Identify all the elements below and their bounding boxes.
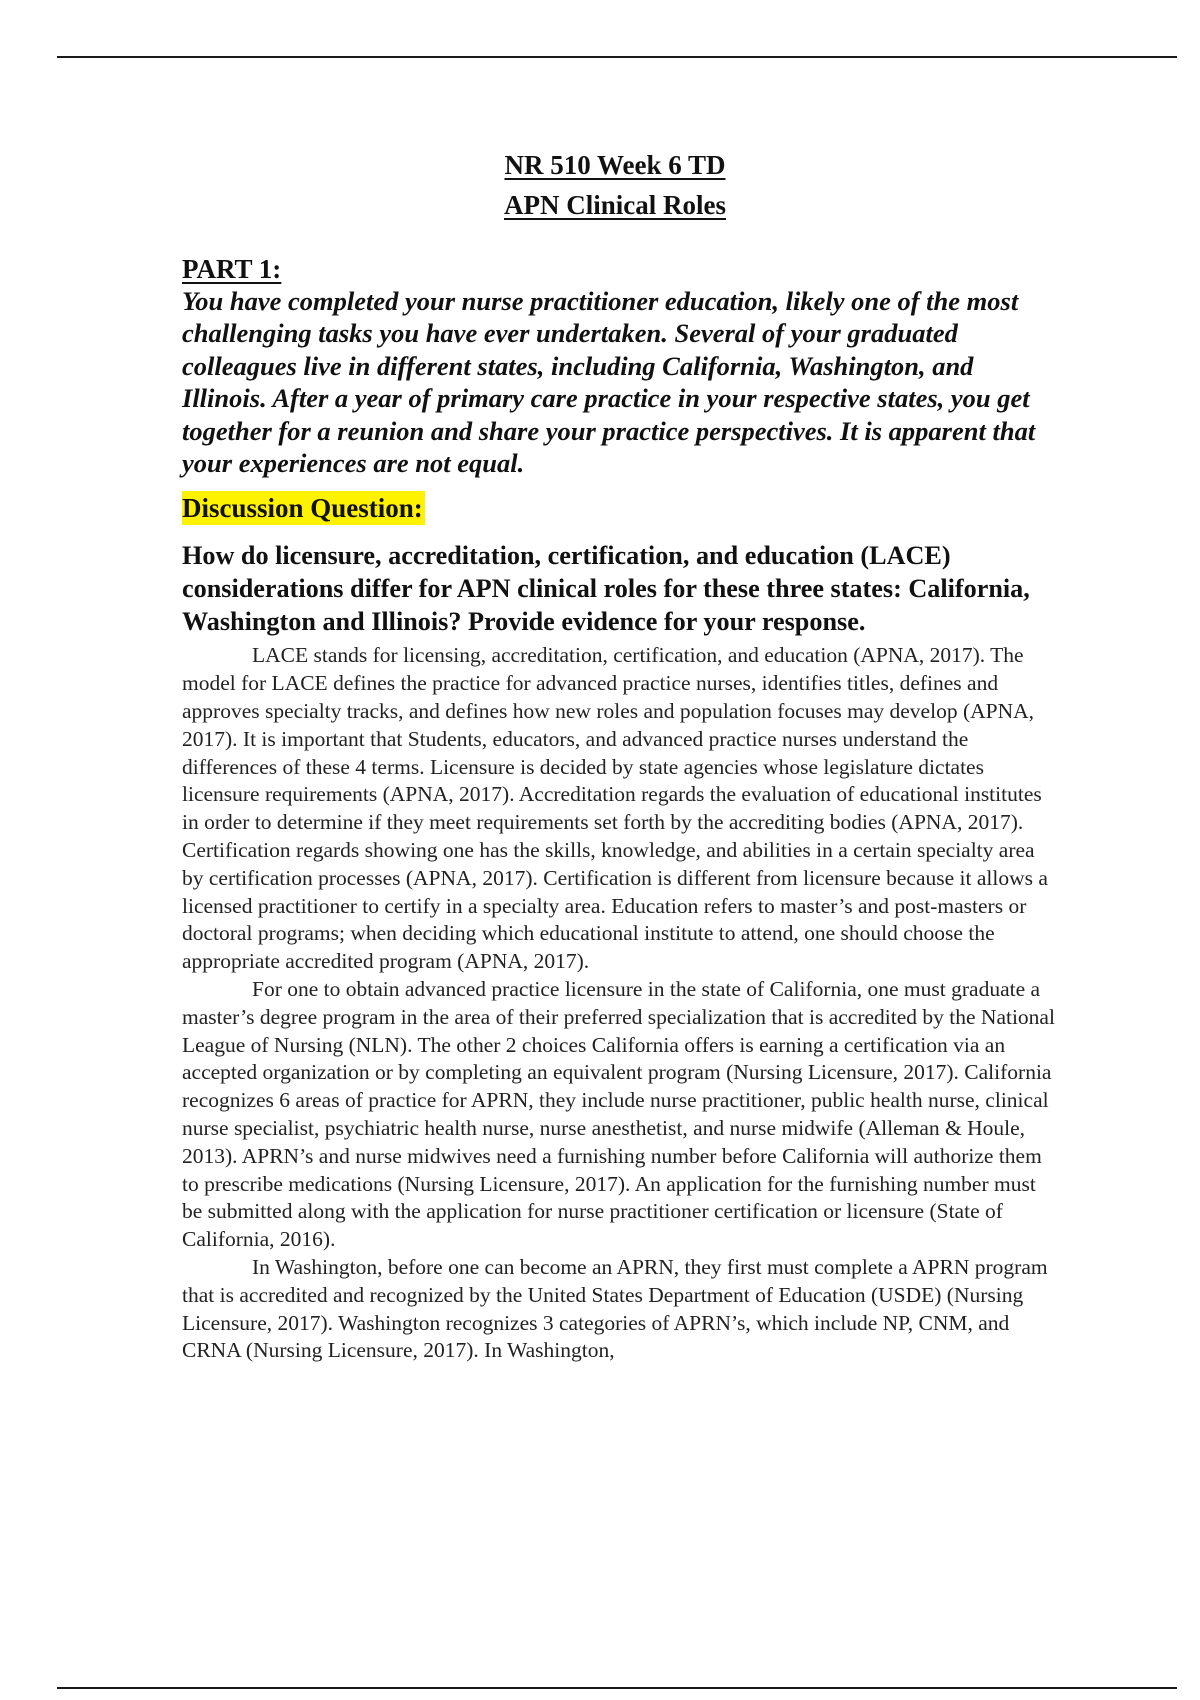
paragraph-california: For one to obtain advanced practice licensure in the state of California, one must graduate a master’s degree program in the area of their preferred specialization that is accredited by the National League of Nursing (NLN). The other 2 choices California offers is earning a certification via an accepted organization or by completing an equivalent program (Nursing Licensure, 2017). California recognizes 6 areas of practice for APRN, they include nurse practitioner, public health nurse, clinical nurse specialist, psychiatric health nurse, nurse anesthetist, and nurse midwife (Alleman & Houle, 2013). APRN’s and nurse midwives need a furnishing number before California will authorize them to prescribe medications (Nursing Licensure, 2017). An application for the furnishing number must be submitted along with the application for nurse practitioner certification or licensure (State of California, 2016). [182,977,1055,1252]
response-text [182,642,1057,1365]
scenario-text: You have completed your nurse practitioner education, likely one of the most challenging tasks you have ever undertaken. Several of your graduated colleagues live in different states, including California, Washington, and Illinois. After a year of primary care practice in your respective states, you get together for a reunion and share your practice perspectives. It is apparent that your experiences are not equal. [182,286,1036,479]
document-title [0,145,1200,225]
discussion-label: Discussion Question: [182,493,423,524]
title-course: NR 510 Week 6 TD [504,150,726,180]
header-rule [57,56,1177,58]
footer-rule [57,1687,1177,1689]
document-body [182,253,1057,1365]
paragraph-washington: In Washington, before one can become an APRN, they first must complete a APRN program that is accredited and recognized by the United States Department of Education (USDE) (Nursing Licensure, 2017). Washington recognizes 3 categories of APRN’s, which include NP, CNM, and CRNA (Nursing Licensure, 2017). In Washington, [182,1254,1048,1363]
discussion-question: How do licensure, accreditation, certification, and education (LACE) considerations differ for APN clinical roles for these three states: California, Washington and Illinois? Provide evidence for your response. [182,541,1030,637]
part-heading: PART 1: [182,254,282,284]
paragraph-lace-definition: LACE stands for licensing, accreditation, certification, and education (APNA, 2017). The model for LACE defines the practice for advanced practice nurses, identifies titles, defines and approves specialty tracks, and defines how new roles and population focuses may develop (APNA, 2017). It is important that Students, educators, and advanced practice nurses understand the differences of these 4 terms. Licensure is decided by state agencies whose legislature dictates licensure requirements (APNA, 2017). Accreditation regards the evaluation of educational institutes in order to determine if they meet requirements set forth by the accrediting bodies (APNA, 2017). Certification regards showing one has the skills, knowledge, and abilities in a certain specialty area by certification processes (APNA, 2017). Certification is different from licensure because it allows a licensed practitioner to certify in a specialty area. Education refers to master’s and post-masters or doctoral programs; when deciding which educational institute to attend, one should choose the appropriate accredited program (APNA, 2017). [182,643,1048,974]
title-topic: APN Clinical Roles [504,190,726,220]
